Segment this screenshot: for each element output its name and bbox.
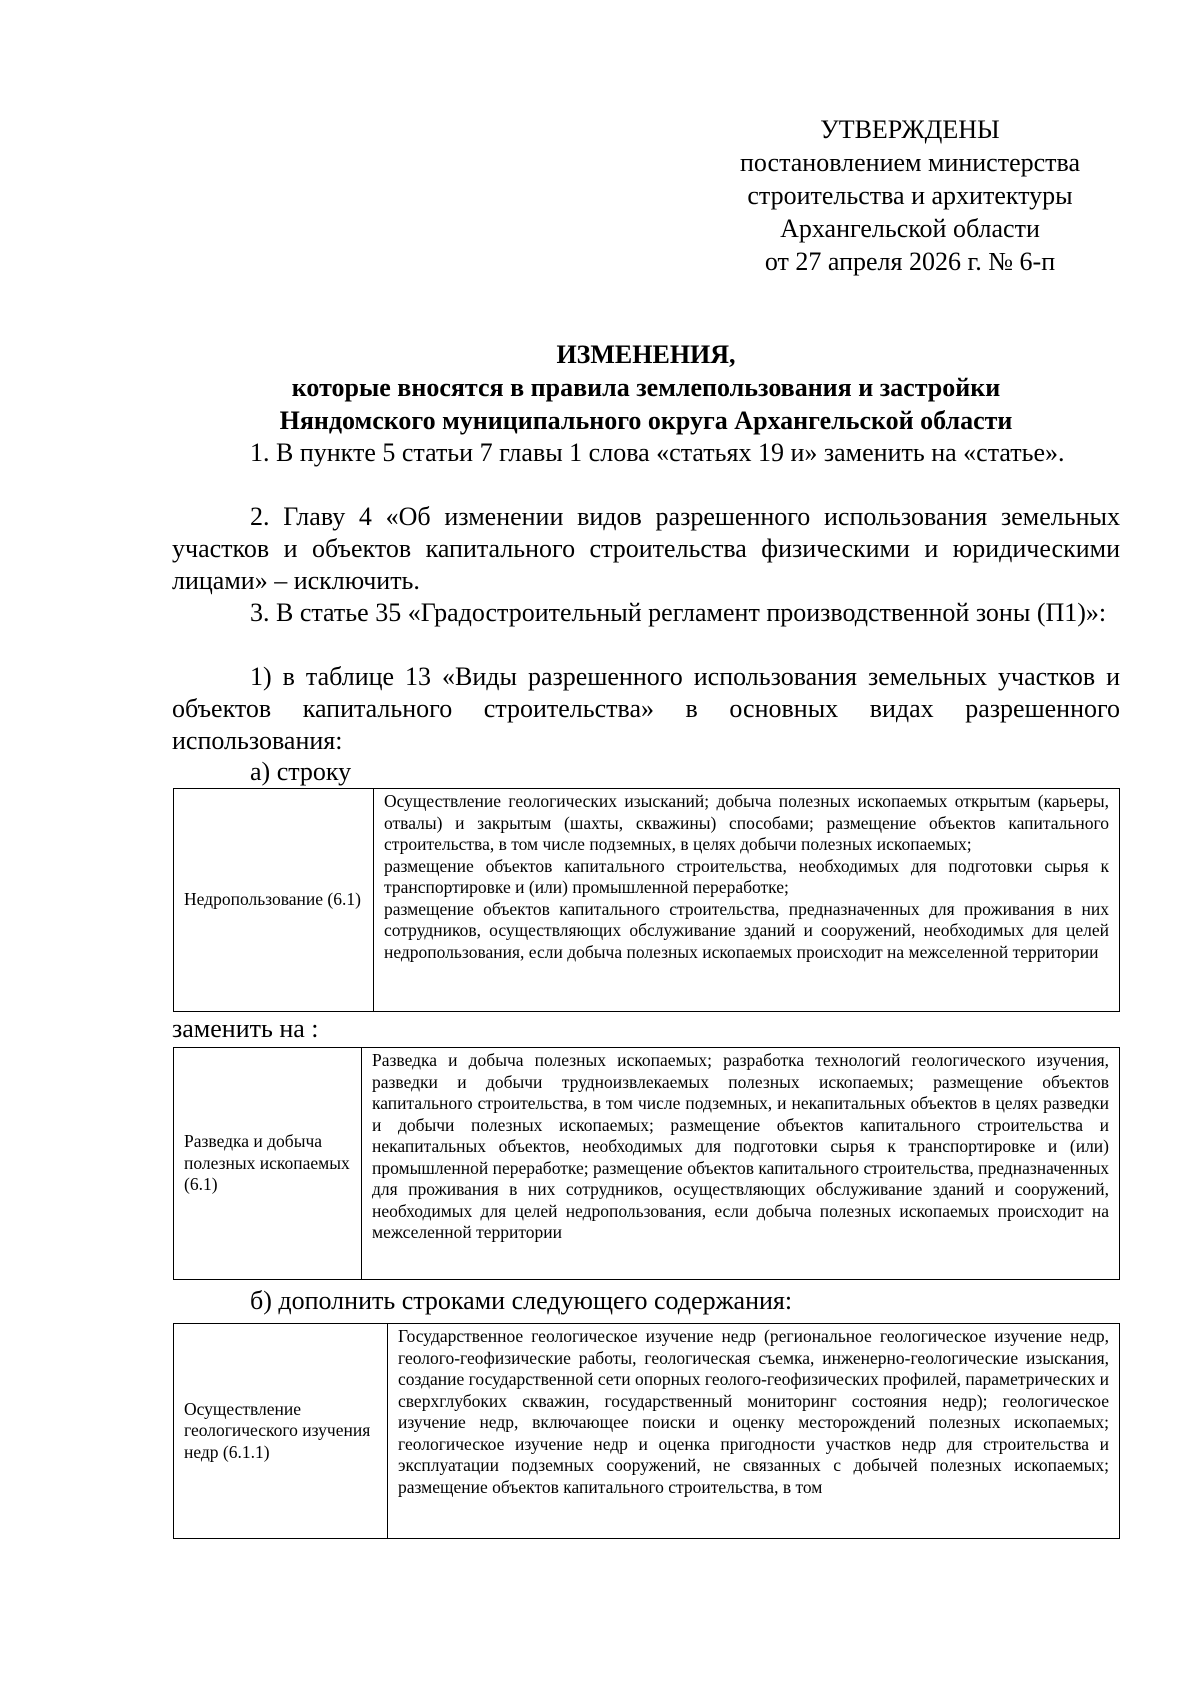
- title-heading: ИЗМЕНЕНИЯ,: [556, 340, 736, 369]
- table-old-desc-part: Осуществление геологических изысканий; добыча полезных ископаемых открытым (карьеры, отвалы) и закрытым (шахты, скважины) способами; размещение объектов капитального строительства, в том числе подземных, в целях добычи полезных ископаемых;: [384, 791, 1109, 854]
- item-1: 1. В пункте 5 статьи 7 главы 1 слова «статьях 19 и» заменить на «статье».: [250, 438, 1065, 467]
- document-title: [172, 338, 1120, 437]
- approval-heading: УТВЕРЖДЕНЫ: [820, 115, 1000, 144]
- title-subline: которые вносятся в правила землепользования и застройки: [291, 373, 1001, 402]
- table-add-desc: Государственное геологическое изучение недр (региональное геологическое изучение недр, геолого-геофизические работы, геологическая съемка, инженерно-геологические изыскания, создание государственной сети опорных геолого-геофизических профилей, параметрических и сверхглубоких скважин, государственный мониторинг состояния недр); геологическое изучение недр, включающее поиски и оценку месторождений полезных ископаемых; геологическое изучение недр и оценка пригодности участков недр для строительства и эксплуатации подземных сооружений, не связанных с добычей полезных ископаемых; размещение объектов капитального строительства, в том: [388, 1324, 1120, 1539]
- table-new-name: Разведка и добыча полезных ископаемых (6.1): [174, 1048, 362, 1280]
- table-old-desc: [374, 789, 1120, 1012]
- item-3-1: 1) в таблице 13 «Виды разрешенного использования земельных участков и объектов капитального строительства» в основных видах разрешенного использования:: [172, 662, 1120, 755]
- item-2: 2. Главу 4 «Об изменении видов разрешенного использования земельных участков и объектов капитального строительства физическими и юридическими лицами» – исключить.: [172, 502, 1120, 595]
- item-3: 3. В статье 35 «Градостроительный регламент производственной зоны (П1)»:: [250, 598, 1107, 627]
- table-old-desc-part: размещение объектов капитального строительства, предназначенных для проживания в них сотрудников, осуществляющих обслуживание зданий и сооружений, необходимых для целей недропользования, если добыча полезных ископаемых происходит на межселенной территории: [384, 898, 1109, 962]
- table-new-desc: Разведка и добыча полезных ископаемых; разработка технологий геологического изучения, разведки и добычи трудноизвлекаемых полезных ископаемых; размещение объектов капитального строительства, в том числе подземных, и некапитальных объектов в целях разведки и добычи полезных ископаемых; размещение объектов капитального строительства и некапитальных объектов, необходимых для подготовки сырья к транспортировке и (или) промышленной переработке; размещение объектов капитального строительства, предназначенных для проживания в них сотрудников, осуществляющих обслуживание зданий и сооружений, необходимых для целей недропользования, если добыча полезных ископаемых происходит на межселенной территории: [362, 1048, 1120, 1280]
- table-old-name: Недропользование (6.1): [174, 789, 374, 1012]
- item-a: а) строку: [250, 757, 352, 786]
- approval-block: [690, 113, 1130, 278]
- approval-line: постановлением министерства: [739, 148, 1081, 177]
- approval-line: Архангельской области: [780, 214, 1040, 243]
- title-subline: Няндомского муниципального округа Архангельской области: [279, 406, 1013, 435]
- table-add-name: Осуществление геологического изучения недр (6.1.1): [174, 1324, 388, 1539]
- item-b: б) дополнить строками следующего содержания:: [250, 1286, 793, 1315]
- approval-date: от 27 апреля 2026 г. № 6-п: [764, 247, 1056, 276]
- table-add-row: [173, 1323, 1120, 1539]
- approval-line: строительства и архитектуры: [747, 181, 1073, 210]
- table-new-row: [173, 1047, 1120, 1280]
- replace-with-label: заменить на :: [172, 1014, 319, 1043]
- table-old-row: [173, 788, 1120, 1012]
- table-old-desc-part: размещение объектов капитального строительства, необходимых для подготовки сырья к транспортировке и (или) промышленной переработке;: [384, 855, 1109, 897]
